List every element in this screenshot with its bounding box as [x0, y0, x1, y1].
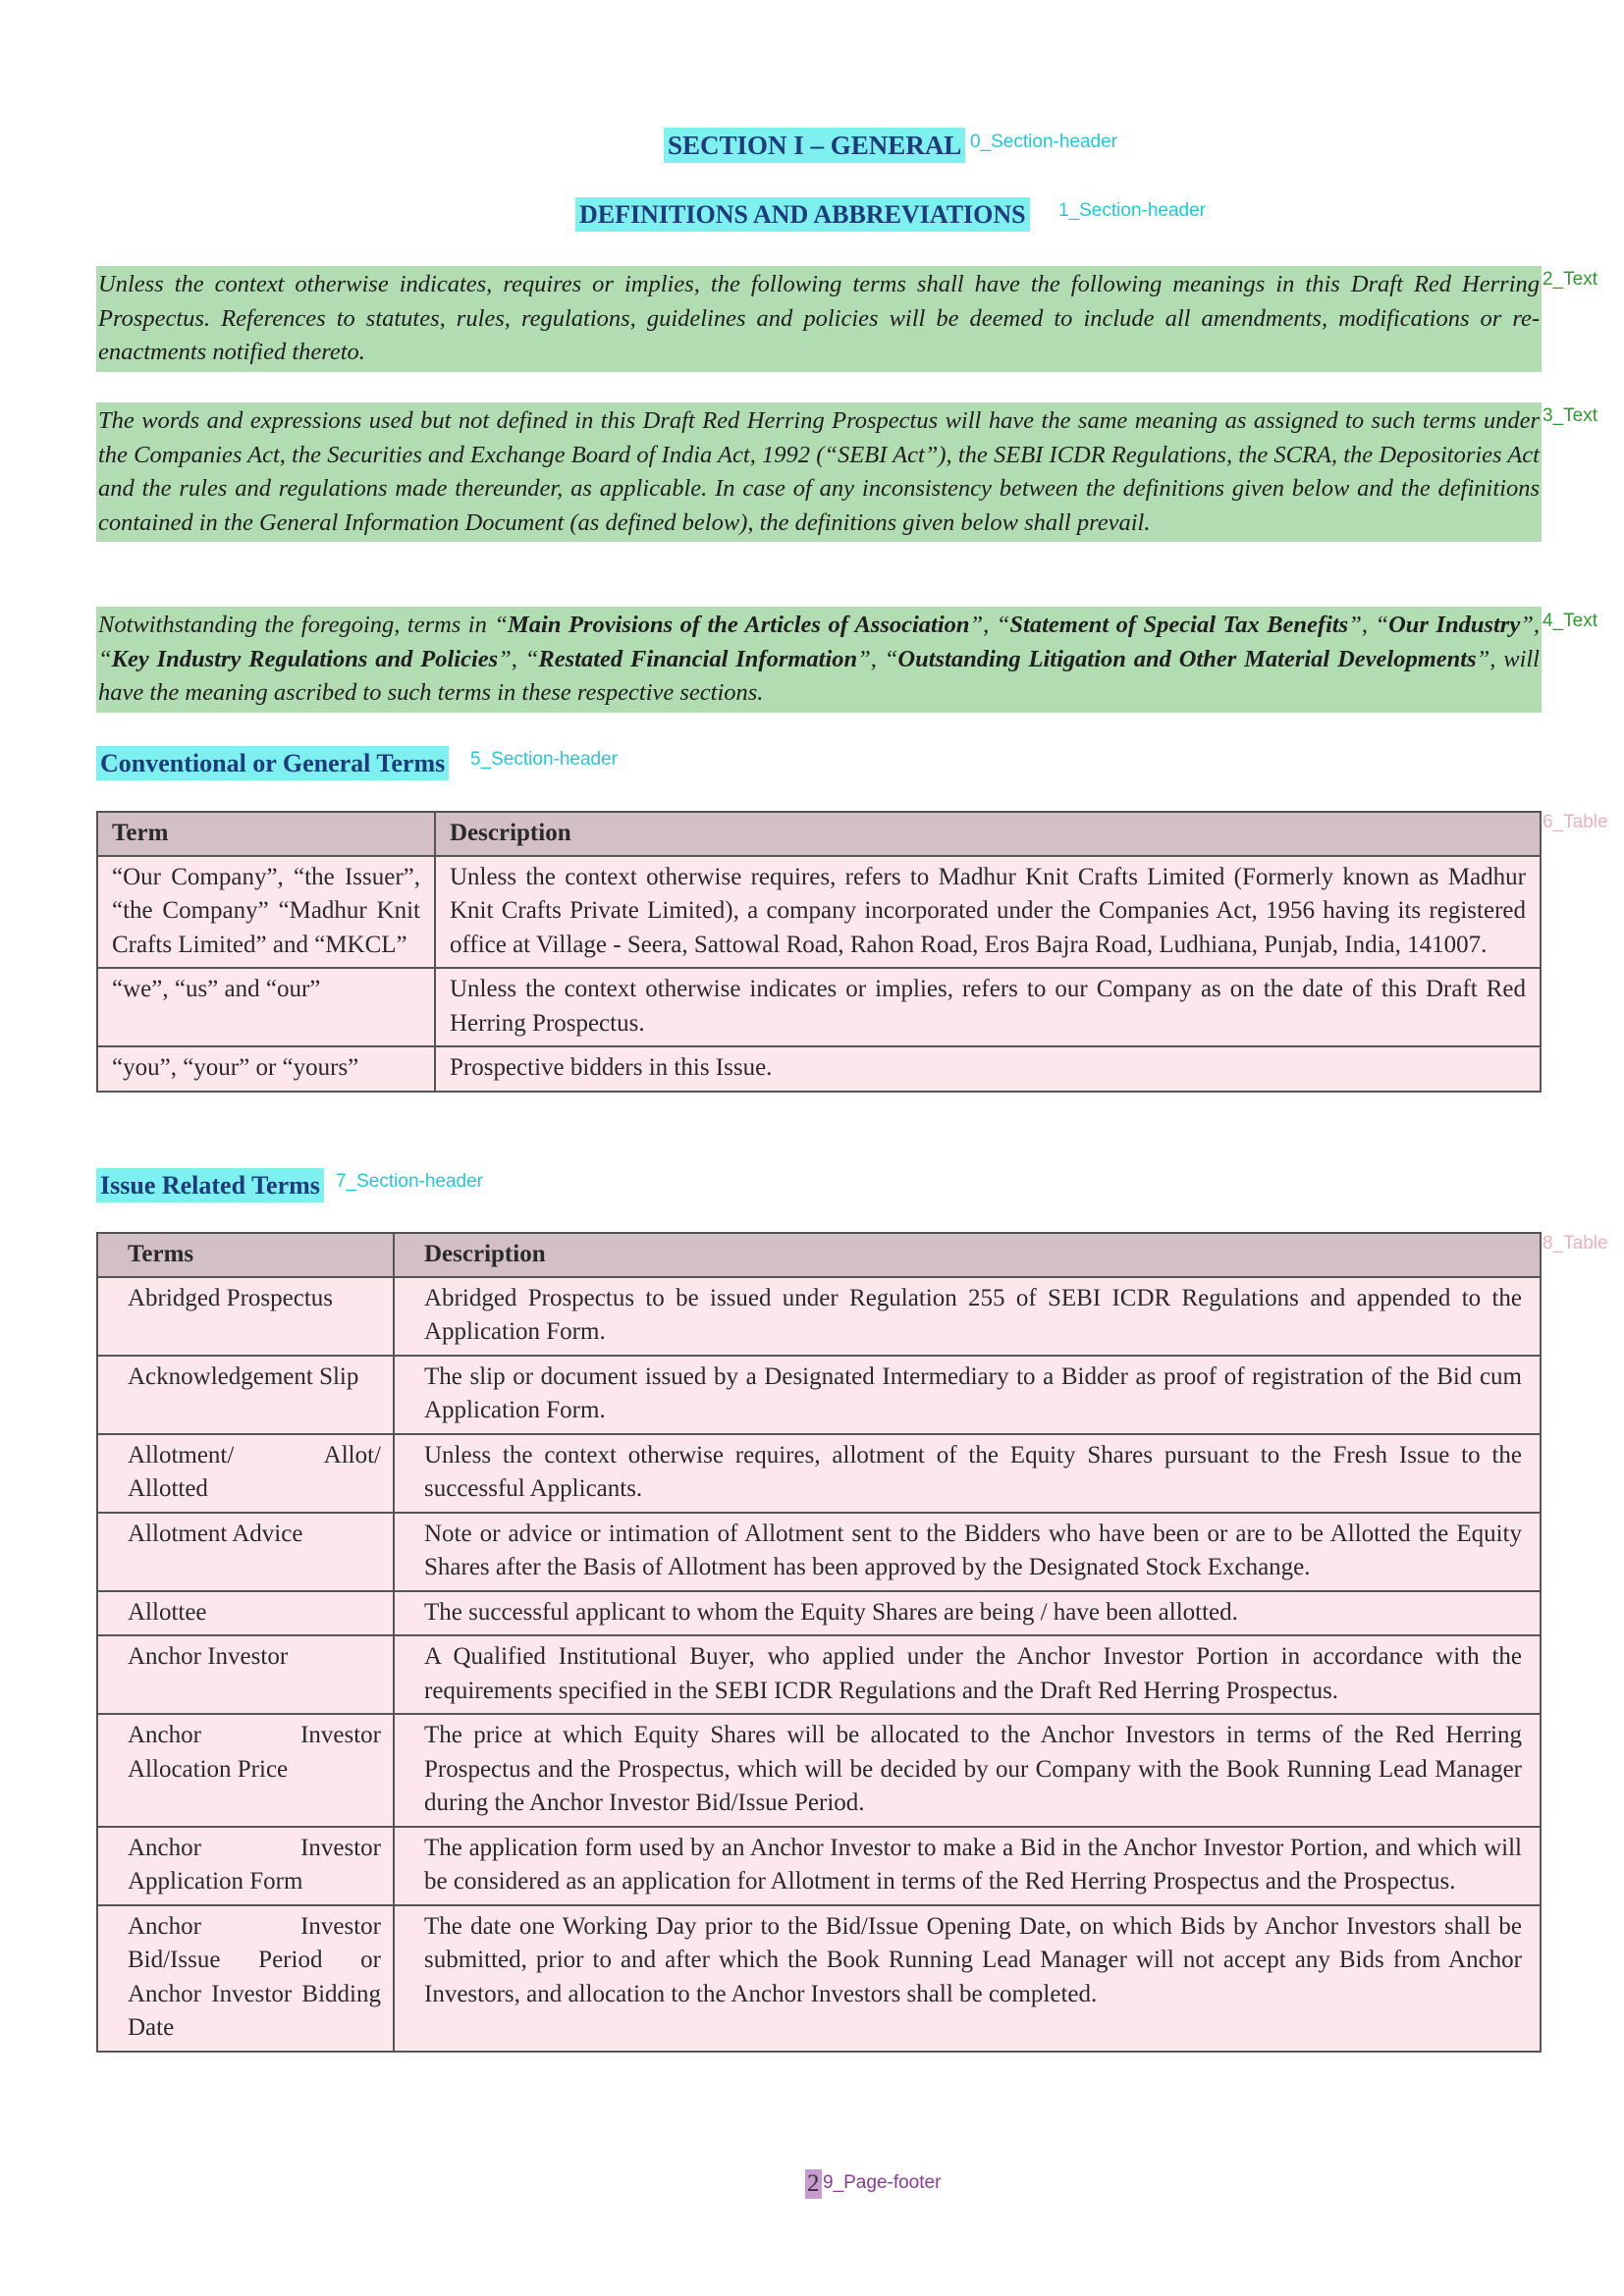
term-cell: Anchor Investor Application Form [97, 1827, 394, 1905]
description-cell: Abridged Prospectus to be issued under Regulation 255 of SEBI ICDR Regulations and appended to the Application Form. [394, 1277, 1541, 1356]
layout-tag-5: 5_Section-header [470, 749, 618, 770]
term-cell: Anchor Investor Bid/Issue Period or Anchor Investor Bidding Date [97, 1905, 394, 2052]
section-subtitle: DEFINITIONS AND ABBREVIATIONS [575, 197, 1030, 232]
table-row [97, 1046, 1541, 1092]
column-header-term: Term [97, 812, 435, 856]
layout-tag-4: 4_Text [1543, 611, 1597, 631]
table-row [97, 1714, 1541, 1827]
table-row [97, 856, 1541, 969]
term-cell: Allottee [97, 1591, 394, 1636]
description-cell: Note or advice or intimation of Allotment sent to the Bidders who have been or are to be Allotted the Equity Shares after the Basis of Allotment has been approved by the Designated Stock Exchange. [394, 1513, 1541, 1591]
term-cell: Allotment Advice [97, 1513, 394, 1591]
term-cell: Acknowledgement Slip [97, 1356, 394, 1434]
description-cell: The slip or document issued by a Designated Intermediary to a Bidder as proof of registration of the Bid cum Application Form. [394, 1356, 1541, 1434]
p3-sep-2: ”, “ [1348, 612, 1389, 638]
p3-tail: ”, will have the meaning ascribed to such terms in these respective sections. [98, 645, 1540, 706]
p3-sep-4: ”, “ [498, 645, 539, 672]
description-cell: Unless the context otherwise requires, allotment of the Equity Shares pursuant to the Fresh Issue to the successful Applicants. [394, 1434, 1541, 1513]
intro-paragraph-3 [96, 607, 1542, 713]
table-row [97, 1513, 1541, 1591]
description-cell: The successful applicant to whom the Equity Shares are being / have been allotted. [394, 1591, 1541, 1636]
p3-sep-3: ”, “ [98, 612, 1540, 672]
description-cell: The price at which Equity Shares will be allocated to the Anchor Investors in terms of the Red Herring Prospectus and the Prospectus, which will be decided by our Company with the Book Running Lead Manager during the Anchor Investor Bid/Issue Period. [394, 1714, 1541, 1827]
description-cell: The application form used by an Anchor Investor to make a Bid in the Anchor Investor Portion, and which will be considered as an application for Allotment in terms of the Red Herring Prospectus and the Prospectus. [394, 1827, 1541, 1905]
ref-tax-benefits: Statement of Special Tax Benefits [1009, 612, 1349, 638]
column-header-terms: Terms [97, 1233, 394, 1277]
layout-tag-7: 7_Section-header [336, 1171, 483, 1192]
table-row [97, 1277, 1541, 1356]
layout-tag-0: 0_Section-header [970, 132, 1117, 152]
layout-tag-1: 1_Section-header [1058, 200, 1206, 221]
intro-paragraph-1: Unless the context otherwise indicates, requires or implies, the following terms shall have the following meanings in this Draft Red Herring Prospectus. References to statutes, rules, regulations, guidelines and policies will be deemed to include all amendments, modifications or re-enactments notified thereto. [96, 266, 1542, 372]
ref-regulations: Key Industry Regulations and Policies [111, 645, 499, 672]
issue-terms-heading: Issue Related Terms [96, 1168, 324, 1202]
layout-tag-3: 3_Text [1543, 405, 1597, 426]
ref-our-industry: Our Industry [1388, 612, 1521, 638]
ref-litigation: Outstanding Litigation and Other Material Developments [897, 645, 1477, 672]
table-row [97, 1591, 1541, 1636]
layout-tag-9: 9_Page-footer [823, 2172, 942, 2193]
term-cell: Allotment/ Allot/ Allotted [97, 1434, 394, 1513]
intro-paragraph-2: The words and expressions used but not defined in this Draft Red Herring Prospectus will have the same meaning as assigned to such terms under the Companies Act, the Securities and Exchange Board of India Act, 1992 (“SEBI Act”), the SEBI ICDR Regulations, the SCRA, the Depositories Act and the rules and regulations made thereunder, as applicable. In case of any inconsistency between the definitions given below and the definitions contained in the General Information Document (as defined below), the definitions given below shall prevail. [96, 402, 1542, 542]
description-cell: The date one Working Day prior to the Bid/Issue Opening Date, on which Bids by Anchor Investors shall be submitted, prior to and after which the Book Running Lead Manager will not accept any Bids from Anchor Investors, and allocation to the Anchor Investors shall be completed. [394, 1905, 1541, 2052]
table-header-row [97, 1233, 1541, 1277]
description-cell: Unless the context otherwise requires, refers to Madhur Knit Crafts Limited (Formerly known as Madhur Knit Crafts Private Limited), a company incorporated under the Companies Act, 1956 having its registered office at Village - Seera, Sattowal Road, Rahon Road, Eros Bajra Road, Ludhiana, Punjab, India, 141007. [435, 856, 1541, 969]
term-cell: “we”, “us” and “our” [97, 968, 435, 1046]
page-number: 2 [807, 2170, 820, 2197]
table-row [97, 1356, 1541, 1434]
term-cell: “you”, “your” or “yours” [97, 1046, 435, 1092]
layout-tag-2: 2_Text [1543, 269, 1597, 290]
layout-tag-6: 6_Table [1543, 812, 1608, 832]
table-row [97, 1905, 1541, 2052]
term-cell: “Our Company”, “the Issuer”, “the Company” “Madhur Knit Crafts Limited” and “MKCL” [97, 856, 435, 969]
p3-sep-5: ”, “ [857, 645, 898, 672]
ref-financial-info: Restated Financial Information [538, 645, 858, 672]
description-cell: A Qualified Institutional Buyer, who applied under the Anchor Investor Portion in accordance with the requirements specified in the SEBI ICDR Regulations and the Draft Red Herring Prospectus. [394, 1635, 1541, 1714]
column-header-description: Description [394, 1233, 1541, 1277]
section-title: SECTION I – GENERAL [664, 128, 965, 163]
issue-table [96, 1232, 1542, 2053]
table-header-row [97, 812, 1541, 856]
term-cell: Abridged Prospectus [97, 1277, 394, 1356]
description-cell: Unless the context otherwise indicates or implies, refers to our Company as on the date of this Draft Red Herring Prospectus. [435, 968, 1541, 1046]
layout-tag-8: 8_Table [1543, 1233, 1608, 1254]
term-cell: Anchor Investor Allocation Price [97, 1714, 394, 1827]
conventional-table [96, 811, 1542, 1093]
conventional-terms-table [96, 811, 1542, 1093]
ref-articles: Main Provisions of the Articles of Association [507, 612, 970, 638]
table-row [97, 1827, 1541, 1905]
table-row [97, 968, 1541, 1046]
p3-lead: Notwithstanding the foregoing, terms in “ [98, 612, 508, 638]
conventional-terms-heading: Conventional or General Terms [96, 746, 449, 780]
issue-terms-table [96, 1232, 1542, 2053]
table-row [97, 1434, 1541, 1513]
table-row [97, 1635, 1541, 1714]
p3-sep-1: ”, “ [969, 612, 1010, 638]
term-cell: Anchor Investor [97, 1635, 394, 1714]
column-header-description: Description [435, 812, 1541, 856]
description-cell: Prospective bidders in this Issue. [435, 1046, 1541, 1092]
